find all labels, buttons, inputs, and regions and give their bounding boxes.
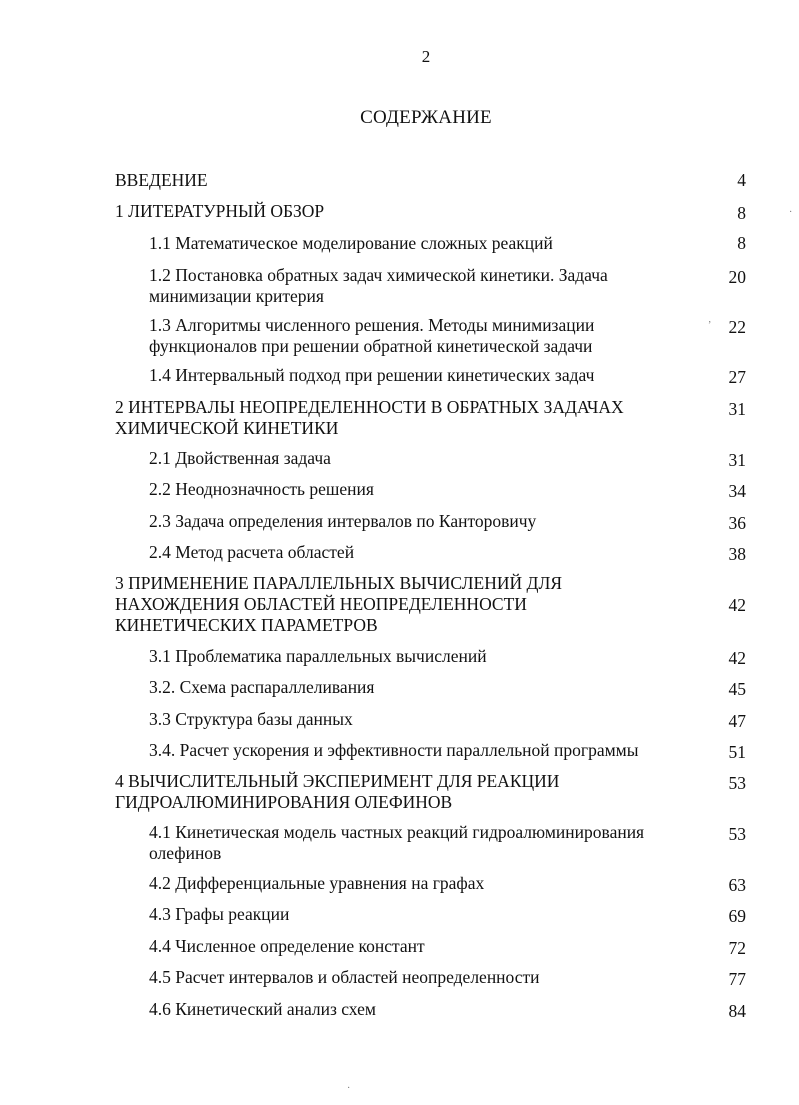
toc-entry-text: 1.4 Интервальный подход при решении кинетических задач	[149, 365, 595, 385]
toc-entry-text: 1 ЛИТЕРАТУРНЫЙ ОБЗОР	[115, 201, 325, 221]
page-title: СОДЕРЖАНИЕ	[360, 107, 492, 128]
toc-entry-page: 42	[728, 648, 746, 668]
scan-speck: ’	[708, 320, 712, 331]
toc-entry-text: 4.1 Кинетическая модель частных реакций гидроалюминирования	[149, 822, 645, 842]
toc-entry-page: 34	[728, 481, 746, 501]
toc-entry-page: 8	[737, 233, 746, 253]
toc-entry-page: 84	[728, 1001, 746, 1021]
toc-entry-page: 72	[728, 938, 746, 958]
toc-entry-text: 3 ПРИМЕНЕНИЕ ПАРАЛЛЕЛЬНЫХ ВЫЧИСЛЕНИЙ ДЛЯ	[115, 573, 562, 593]
toc-entry-text: 1.3 Алгоритмы численного решения. Методы минимизации	[149, 315, 595, 335]
toc-entry-text: КИНЕТИЧЕСКИХ ПАРАМЕТРОВ	[115, 615, 378, 635]
toc-entry-page: 77	[728, 969, 746, 989]
toc-entry-page: 38	[728, 544, 746, 564]
toc-entry-page: 31	[728, 450, 746, 470]
toc-entry-page: 4	[737, 170, 746, 190]
toc-entry-page: 31	[728, 399, 746, 419]
toc-entry-page: 69	[728, 906, 746, 926]
toc-entry-text: ХИМИЧЕСКОЙ КИНЕТИКИ	[115, 418, 339, 438]
toc-entry-text: 4.4 Численное определение констант	[149, 936, 425, 956]
scan-speck: ·	[347, 1083, 351, 1094]
toc-entry-page: 27	[728, 367, 746, 387]
toc-entry-page: 20	[728, 267, 746, 287]
toc-entry-page: 8	[737, 203, 746, 223]
toc-entry-page: 53	[728, 824, 746, 844]
toc-entry-text: олефинов	[149, 843, 222, 863]
toc-entry-text: 3.3 Структура базы данных	[149, 709, 353, 729]
toc-entry-page: 51	[728, 742, 746, 762]
toc-entry-page: 36	[728, 513, 746, 533]
toc-entry-text: 4.5 Расчет интервалов и областей неопределенности	[149, 967, 540, 987]
toc-entry-text: 1.2 Постановка обратных задач химической кинетики. Задача	[149, 265, 608, 285]
toc-entry-text: НАХОЖДЕНИЯ ОБЛАСТЕЙ НЕОПРЕДЕЛЕННОСТИ	[115, 594, 527, 614]
toc-entry-text: 2 ИНТЕРВАЛЫ НЕОПРЕДЕЛЕННОСТИ В ОБРАТНЫХ ЗАДАЧАХ	[115, 397, 624, 417]
toc-entry-text: 4.6 Кинетический анализ схем	[149, 999, 376, 1019]
toc-entry-text: ГИДРОАЛЮМИНИРОВАНИЯ ОЛЕФИНОВ	[115, 792, 453, 812]
toc-entry-text: 3.4. Расчет ускорения и эффективности параллельной программы	[149, 740, 639, 760]
toc-entry-text: 3.2. Схема распараллеливания	[149, 677, 375, 697]
toc-entry-text: 1.1 Математическое моделирование сложных реакций	[149, 233, 553, 253]
toc-entry-text: 2.4 Метод расчета областей	[149, 542, 355, 562]
toc-entry-text: ВВЕДЕНИЕ	[115, 170, 208, 190]
toc-entry-page: 63	[728, 875, 746, 895]
toc-entry-text: 4.3 Графы реакции	[149, 904, 290, 924]
toc-entry-text: 3.1 Проблематика параллельных вычислений	[149, 646, 487, 666]
toc-entry-text: 2.3 Задача определения интервалов по Канторовичу	[149, 511, 537, 531]
toc-entry-page: 47	[728, 711, 746, 731]
scan-speck: ·	[789, 207, 793, 218]
toc-entry-page: 53	[728, 773, 746, 793]
toc-entry-text: 2.1 Двойственная задача	[149, 448, 331, 468]
toc-entry-text: 4 ВЫЧИСЛИТЕЛЬНЫЙ ЭКСПЕРИМЕНТ ДЛЯ РЕАКЦИИ	[115, 771, 560, 791]
toc-entry-text: 4.2 Дифференциальные уравнения на графах	[149, 873, 485, 893]
toc-entry-text: минимизации критерия	[149, 286, 324, 306]
toc-entry-text: функционалов при решении обратной кинетической задачи	[149, 336, 593, 356]
toc-entry-page: 42	[728, 595, 746, 615]
page-number: 2	[421, 47, 431, 66]
toc-entry-page: 45	[728, 679, 746, 699]
toc-entry-page: 22	[728, 317, 746, 337]
toc-entry-text: 2.2 Неоднозначность решения	[149, 479, 374, 499]
